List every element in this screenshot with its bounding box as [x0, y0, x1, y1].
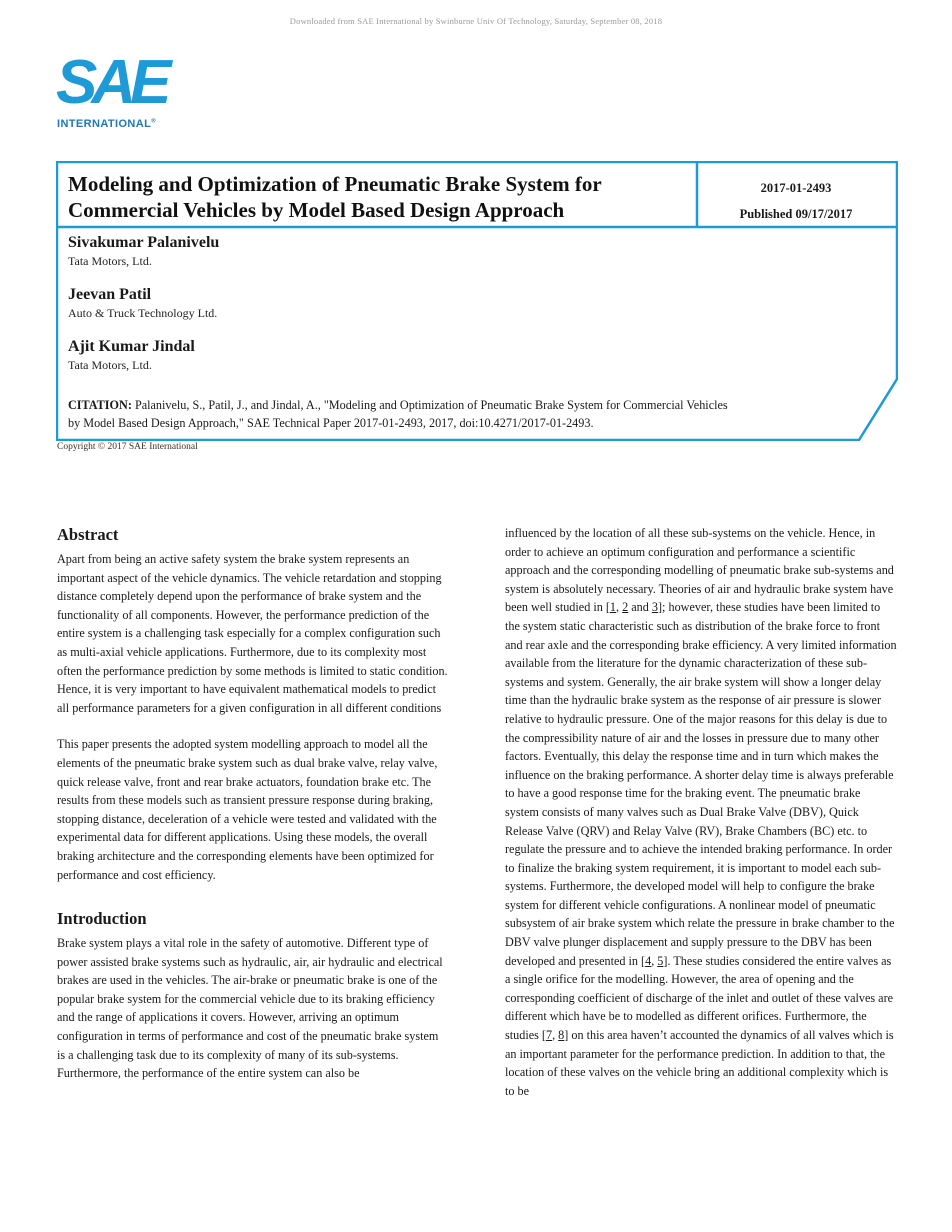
author-1: [68, 233, 828, 269]
citation-ref-2[interactable]: 2: [622, 600, 629, 615]
author-3: [68, 337, 828, 373]
paper-title: Modeling and Optimization of Pneumatic Brake System for Commercial Vehicles by Model Based Design Approach: [68, 172, 602, 222]
author-2: [68, 285, 828, 321]
author-name: Jeevan Patil: [68, 286, 152, 303]
citation-line2: by Model Based Design Approach," SAE Technical Paper 2017-01-2493, 2017, doi:10.4271/2017-01-2493.: [68, 416, 594, 430]
logo-reg: ®: [151, 118, 157, 125]
author-affiliation: Tata Motors, Ltd.: [68, 254, 152, 268]
logo-sub: [57, 118, 156, 130]
citation-ref-7[interactable]: 7: [545, 1028, 553, 1043]
text-segment: and: [628, 600, 652, 615]
abstract-paragraph-2: This paper presents the adopted system modelling approach to model all the elements of the pneumatic brake system such as dual brake valve, relay valve, quick release valve, front and rear brake actuators, foundation brake etc. The results from these models such as transient pressure response during braking, stopping distance, deceleration of a vehicle were tested and validated with the experimental data for different applications. Using these models, the overall braking architecture and the corresponding elements have been optimized for performance and cost efficiency.: [57, 737, 438, 882]
abstract-heading: Abstract: [57, 525, 119, 544]
citation-ref-8[interactable]: 8: [558, 1028, 565, 1043]
abstract-paragraph-1: Apart from being an active safety system the brake system represents an important aspect of the vehicle dynamics. The vehicle retardation and stopping distance completely depend upon the performance of brake system and the functionality of all components. However, the performance prediction of the entire system is a challenging task especially for a complex configuration such as multi-axial vehicle applications. Furthermore, due to its complexity most often the performance prediction by some methods is limited to static condition. Hence, it is very important to have equivalent mathematical models to predict all performance parameters for a given configuration in all different conditions: [57, 552, 448, 715]
text-segment: ] on this area haven’t accounted the dynamics of all valves which is an important parameter for the performance prediction. In addition to that, the location of these valves on the vehicle bring an additional complexity which is to be: [505, 1028, 894, 1098]
citation-ref-4[interactable]: 4: [645, 953, 652, 968]
text-segment: ,: [651, 953, 658, 968]
logo-sub-text: INTERNATIONAL: [57, 118, 152, 130]
paper-number: 2017-01-2493: [760, 181, 832, 195]
introduction-paragraph-1: Brake system plays a vital role in the safety of automotive. Different type of power assisted brake systems such as hydraulic, air, air hydraulic and electrical brakes are used in the vehicles. The air-brake or pneumatic brake is one of the popular brake system for the commercial vehicle due to its braking efficiency and the range of applications it covers. However, arriving an optimum configuration in terms of performance and cost of the pneumatic brake system is a challenging task due to its complexity of many of its sub-systems. Furthermore, the performance of the entire system can also be: [57, 936, 443, 1081]
author-name: Ajit Kumar Jindal: [68, 338, 195, 355]
logo-mark: SAE: [56, 48, 166, 117]
author-list: [68, 233, 828, 389]
text-segment: influenced by the location of all these sub-systems on the vehicle. Hence, in order to achieve an optimum configuration and performance a scientific approach and the corresponding modelling of pneumatic brake sub-systems and system is absolutely necessary. Theories of air and hydraulic brake system have been well studied in [: [505, 526, 894, 615]
author-affiliation: Auto & Truck Technology Ltd.: [68, 306, 218, 320]
citation-ref-3[interactable]: 3: [651, 600, 658, 615]
citation-ref-1[interactable]: 1: [609, 600, 617, 615]
text-segment: ,: [616, 600, 623, 615]
published-date: Published 09/17/2017: [739, 207, 853, 221]
left-column: [57, 524, 449, 1101]
paper-meta: [698, 175, 894, 227]
introduction-heading: Introduction: [57, 909, 147, 929]
citation-ref-5[interactable]: 5: [657, 953, 664, 968]
citation: [68, 396, 838, 432]
citation-line1: Palanivelu, S., Patil, J., and Jindal, A., "Modeling and Optimization of Pneumatic Brake System for Commercial Vehicles: [134, 398, 728, 412]
text-segment: ,: [552, 1028, 559, 1043]
download-note: Downloaded from SAE International by Swinburne Univ Of Technology, Saturday, September 08, 2018: [289, 16, 663, 26]
right-column: [505, 524, 897, 1118]
copyright: Copyright © 2017 SAE International: [57, 442, 198, 452]
author-name: Sivakumar Palanivelu: [68, 234, 220, 251]
author-affiliation: Tata Motors, Ltd.: [68, 358, 152, 372]
text-segment: ]. These studies considered the entire valves as a single orifice for the modelling. However, the area of opening and the corresponding coefficient of discharge of the inlet and outlet of these valves are different which have be to modelled as different orifices. Furthermore, the studies [: [505, 953, 894, 1043]
text-segment: ]; however, these studies have been limited to the system static characteristic such as distribution of the brake force to front and rear axle and the corresponding brake efficiency. A very limited information available from the literature for the dynamic characterization of these sub-systems and system. Generally, the air brake system will show a longer delay time than the hydraulic brake system as the response of air pressure is slower relative to hydraulic pressure. One of the major reasons for this delay is due to the compressibility nature of air and the losses in pressure due to many other factors. Eventually, this delay the response time and in turn which makes the influence on the braking performance. A shorter delay time is always preferable to have a good response time for the braking event. The pneumatic brake system consists of many valves such as Dual Brake Valve (DBV), Quick Release Valve (QRV) and Relay Valve (RV), Brake Chambers (BC) etc. to regulate the pressure and to achieve the intended braking performance. In order to finalize the braking system requirement, it is important to model each sub-systems. Furthermore, the developed model will help to configure the brake system for different vehicle configurations. A nonlinear model of pneumatic subsystem of air brake system which relate the pressure in brake chamber to the DBV valve plunger displacement and supply pressure to the DBV has been developed and presented in [: [505, 600, 897, 968]
citation-label: CITATION:: [68, 398, 132, 412]
introduction-paragraph-2: [505, 524, 897, 1100]
sae-logo: [56, 48, 180, 134]
header-box: [56, 161, 898, 441]
